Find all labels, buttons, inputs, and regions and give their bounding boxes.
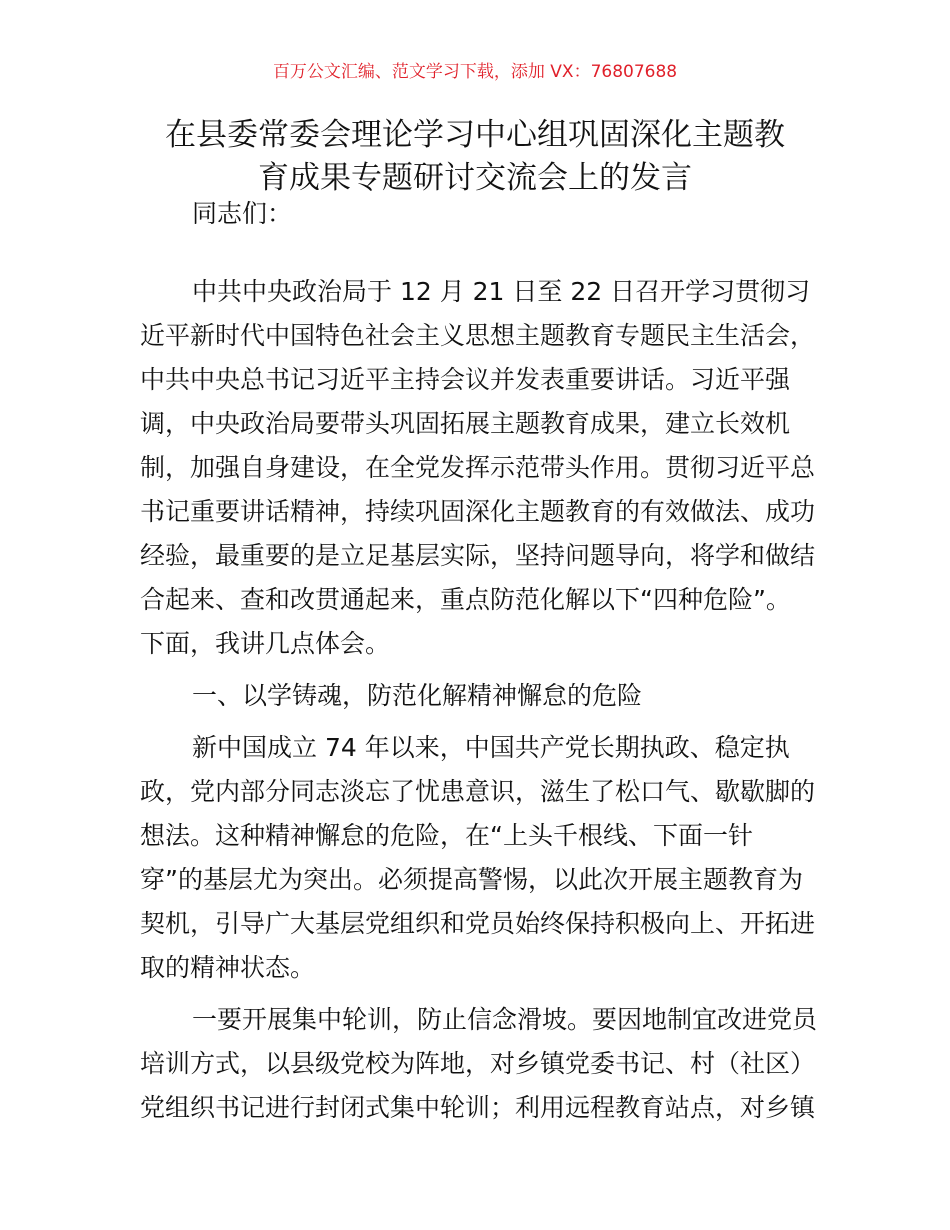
watermark-banner: 百万公文汇编、范文学习下载，添加 VX：76807688	[272, 62, 678, 82]
text-line: 培训方式，以县级党校为阵地，对乡镇党委书记、村（社区）	[140, 1049, 816, 1078]
document-title	[120, 114, 830, 200]
text-line: 党组织书记进行封闭式集中轮训；利用远程教育站点，对乡镇	[140, 1093, 816, 1122]
text-line: 中共中央政治局于 12 月 21 日至 22 日召开学习贯彻习	[192, 277, 811, 306]
text-line: 契机，引导广大基层党组织和党员始终保持积极向上、开拓进	[140, 909, 816, 938]
paragraph-intro	[140, 270, 820, 666]
paragraph	[140, 998, 820, 1130]
heading-line: 一、以学铸魂，防范化解精神懈怠的危险	[192, 681, 643, 710]
greeting: 同志们：	[192, 199, 293, 228]
text-line: 新中国成立 74 年以来，中国共产党长期执政、稳定执	[192, 733, 790, 762]
title-line: 在县委常委会理论学习中心组巩固深化主题教	[165, 117, 785, 153]
text-line: 中共中央总书记习近平主持会议并发表重要讲话。习近平强	[140, 365, 791, 394]
text-line: 制，加强自身建设，在全党发挥示范带头作用。贯彻习近平总	[140, 453, 816, 482]
paragraph	[140, 726, 820, 990]
text-line: 近平新时代中国特色社会主义思想主题教育专题民主生活会，	[140, 321, 816, 350]
document-body	[140, 192, 820, 1130]
text-line: 穿”的基层尤为突出。必须提高警惕，以此次开展主题教育为	[140, 865, 803, 894]
text-line: 政，党内部分同志淡忘了忧患意识，滋生了松口气、歇歇脚的	[140, 777, 816, 806]
section-heading	[140, 674, 820, 718]
text-line: 想法。这种精神懈怠的危险，在“上头千根线、下面一针	[140, 821, 753, 850]
text-line: 调，中央政治局要带头巩固拓展主题教育成果，建立长效机	[140, 409, 791, 438]
text-line: 经验，最重要的是立足基层实际，坚持问题导向，将学和做结	[140, 541, 816, 570]
text-line: 书记重要讲话精神，持续巩固深化主题教育的有效做法、成功	[140, 497, 816, 526]
title-line: 育成果专题研讨交流会上的发言	[258, 160, 692, 196]
text-line: 取的精神状态。	[140, 953, 316, 982]
text-line: 一要开展集中轮训，防止信念滑坡。要因地制宜改进党员	[192, 1005, 818, 1034]
text-line: 合起来、查和改贯通起来，重点防范化解以下“四种危险”。	[140, 585, 791, 614]
text-line: 下面，我讲几点体会。	[140, 629, 391, 658]
